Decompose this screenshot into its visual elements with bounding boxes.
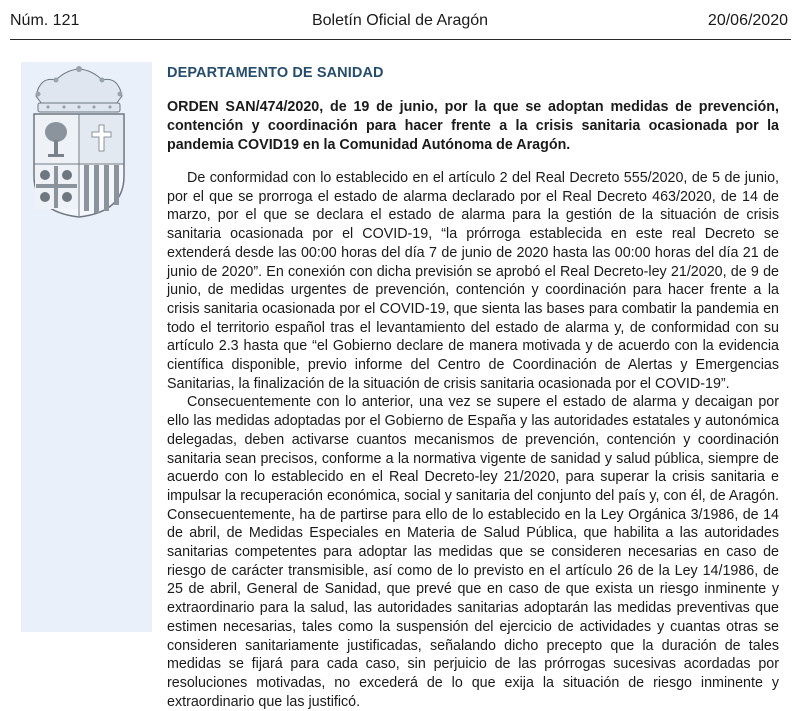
bulletin-header xyxy=(0,0,800,40)
paragraph: Consecuentemente con lo anterior, una vez se supere el estado de alarma y decaigan por ello las medidas adoptadas por el Gobierno de España y las autoridades estatales y autonómica delegadas, deben activarse cuantos mecanismos de prevención, contención y coordinación sanitaria sean precisos, conforme a la normativa vigente de sanidad y salud pública, siempre de acuerdo con lo establecido en el Real Decreto-ley 21/2020, para superar la crisis sanitaria e impulsar la recuperación económica, social y sanitaria del conjunto del país y, con él, de Aragón. Consecuentemente, ha de partirse para ello de lo establecido en la Ley Orgánica 3/1986, de 14 de abril, de Medidas Especiales en Materia de Salud Pública, que habilita a las autoridades sanitarias competentes para adoptar las medidas que se consideren necesarias en caso de riesgo de carácter transmisible, así como de lo previsto en el artículo 26 de la Ley 14/1986, de 25 de abril, General de Sanidad, que prevé que en caso de que exista un riesgo inminente y extraordinario para la salud, las autoridades sanitarias adoptarán las medidas preventivas que estimen necesarias, tales como la suspensión del ejercicio de actividades y cuantas otras se consideren sanitariamente justificadas, señalando dicho precepto que la duración de tales medidas se fijará para cada caso, sin perjuicio de las prórrogas sucesivas acordadas por resoluciones motivadas, no excederá de lo que exija la situación de riesgo inminente y extraordinario que las justificó. xyxy=(167,394,779,710)
publication-title: Boletín Oficial de Aragón xyxy=(311,12,489,29)
body-text xyxy=(167,169,779,711)
department-heading: DEPARTAMENTO DE SANIDAD xyxy=(167,65,384,81)
order-title: ORDEN SAN/474/2020, de 19 de junio, por la que se adoptan medidas de prevención, contención y coordinación para hacer frente a la crisis sanitaria ocasionada por la pandemia COVID19 en la Comunidad Autónoma de Aragón. xyxy=(167,99,779,153)
issue-number: Núm. 121 xyxy=(10,12,80,29)
coat-of-arms-aragon-icon xyxy=(26,66,132,218)
publication-date: 20/06/2020 xyxy=(707,12,788,29)
header-divider xyxy=(10,39,791,40)
main-content xyxy=(167,60,779,711)
paragraph: De conformidad con lo establecido en el artículo 2 del Real Decreto 555/2020, de 5 de junio, por el que se prorroga el estado de alarma declarado por el Real Decreto 463/2020, de 14 de marzo, por el que se declara el estado de alarma para la gestión de la situación de crisis sanitaria ocasionada por el COVID-19, “la prórroga establecida en este real Decreto se extenderá desde las 00:00 horas del día 7 de junio de 2020 hasta las 00:00 horas del día 21 de junio de 2020”. En conexión con dicha previsión se aprobó el Real Decreto-ley 21/2020, de 9 de junio, de medidas urgentes de prevención, contención y coordinación para hacer frente a la crisis sanitaria ocasionada por el COVID-19, que sienta las bases para combatir la pandemia en todo el territorio español tras el levantamiento del estado de alarma y, de conformidad con su artículo 2.3 hasta que “el Gobierno declare de manera motivada y de acuerdo con la evidencia científica disponible, previo informe del Centro de Coordinación de Alertas y Emergencias Sanitarias, la finalización de la situación de crisis sanitaria ocasionada por el COVID-19”. xyxy=(167,170,779,392)
